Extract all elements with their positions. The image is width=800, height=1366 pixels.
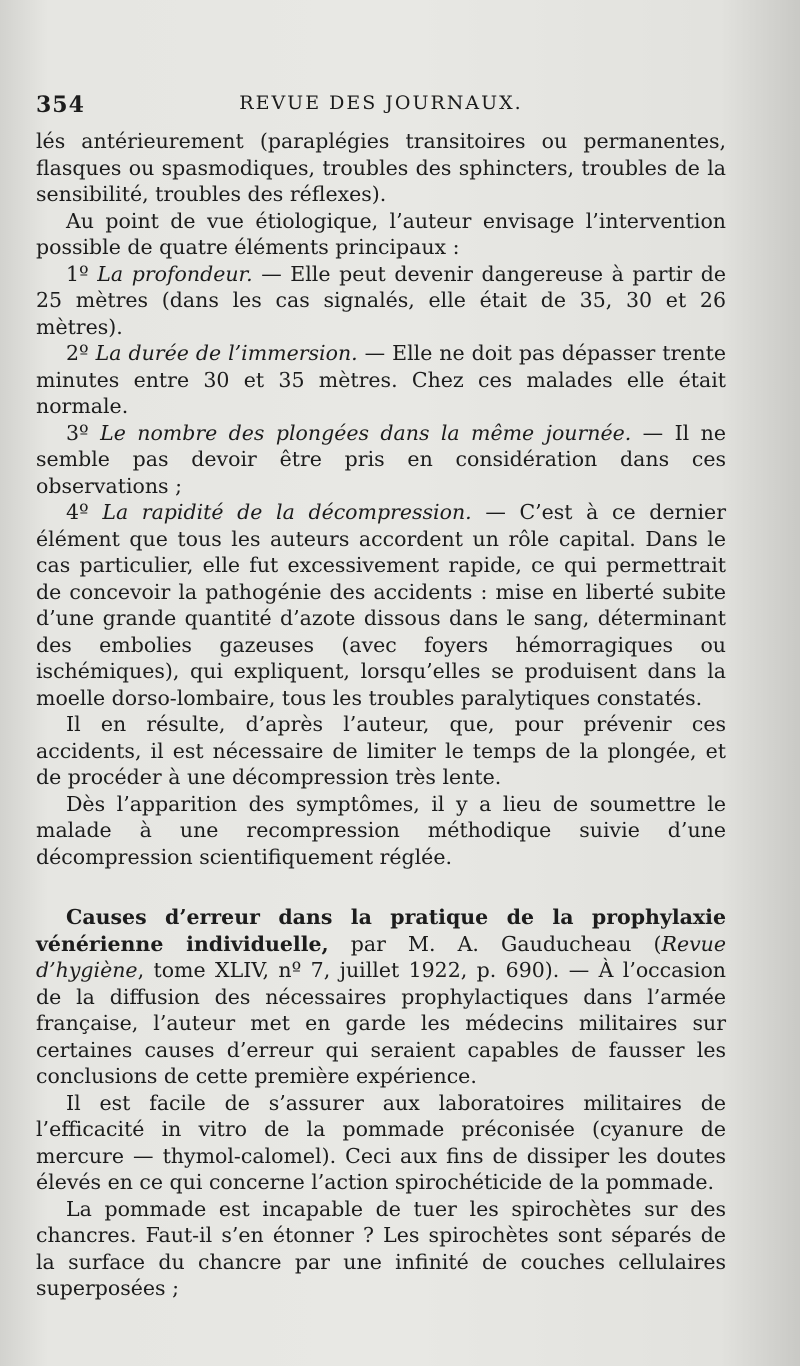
section-spacer [36,870,726,904]
item-title: La rapidité de la décompression. [102,500,472,524]
list-item [36,261,726,341]
article-byline: par M. A. Gauducheau ( [328,931,662,956]
item-text: — Elle peut devenir dangereuse à partir de 25 mètres (dans les cas signalés, elle était de 35, 30 et 26 mètres). [36,261,726,339]
item-number: 2º [66,341,89,365]
journal-name: Revue d’hygiène [36,931,726,982]
paragraph: Au point de vue étiologique, l’auteur envisage l’intervention possible de quatre éléments principaux : [36,208,726,259]
paragraph: lés antérieurement (paraplégies transitoires ou permanentes, flasques ou spasmodiques, troubles des sphincters, troubles de la sensibilité, troubles des réflexes). [36,129,726,206]
item-number: 3º [66,420,89,445]
list-item [36,340,726,420]
item-number: 4º [66,500,89,524]
list-item [36,499,726,711]
running-title: REVUE DES JOURNAUX. [239,92,523,114]
item-text: — C’est à ce dernier élément que tous les auteurs accordent un rôle capital. Dans le cas particulier, elle fut excessivement rapide, ce qui permettrait de concevoir la pathogénie des accidents : mise en liberté subite d’une grande quantité d’azote dissous dans le sang, déterminant des embolies gazeuses (avec foyers hémorragiques ou ischémiques), qui expliquent, lorsqu’elles se produisent dans la moelle dorso-lombaire, tous les troubles paralytiques constatés. [36,500,726,710]
article-reference: , tome XLIV, nº 7, juillet 1922, p. 690). — À l’occasion de la diffusion des nécessaires prophylactiques dans l’armée française, l’auteur met en garde les médecins militaires sur certaines causes d’erreur qui seraient capables de fausser les conclusions de cette première expérience. [36,958,726,1088]
paragraph: La pommade est incapable de tuer les spirochètes sur des chancres. Faut-il s’en étonner ? Les spirochètes sont séparés de la surface du chancre par une infinité de couches cellulaires superposées ; [36,1196,726,1300]
item-title: La durée de l’immersion. [95,341,358,365]
paragraph: Il est facile de s’assurer aux laboratoires militaires de l’efficacité in vitro de la pommade préconisée (cyanure de mercure — thymol-calomel). Ceci aux fins de dissiper les doutes élevés en ce qui concerne l’action spirochéticide de la pommade. [36,1090,726,1194]
item-text: — Il ne semble pas devoir être pris en considération dans ces observations ; [36,420,726,498]
item-title: Le nombre des plongées dans la même journée. [100,420,632,445]
item-text: — Elle ne doit pas dépasser trente minutes entre 30 et 35 mètres. Chez ces malades elle était normale. [36,341,726,418]
article-title: Causes d’erreur dans la pratique de la prophylaxie vénérienne individuelle, [36,905,726,956]
item-title: La profondeur. [97,261,253,286]
page-header [36,92,726,122]
article-heading-paragraph [36,904,726,1090]
paragraph: Il en résulte, d’après l’auteur, que, pour prévenir ces accidents, il est nécessaire de limiter le temps de la plongée, et de procéder à une décompression très lente. [36,712,726,789]
list-item [36,420,726,500]
body-text [36,128,726,1302]
item-number: 1º [66,261,89,286]
paragraph: Dès l’apparition des symptômes, il y a lieu de soumettre le malade à une recompression méthodique suivie d’une décompression scientifiquement réglée. [36,791,726,869]
page-number: 354 [36,92,85,118]
